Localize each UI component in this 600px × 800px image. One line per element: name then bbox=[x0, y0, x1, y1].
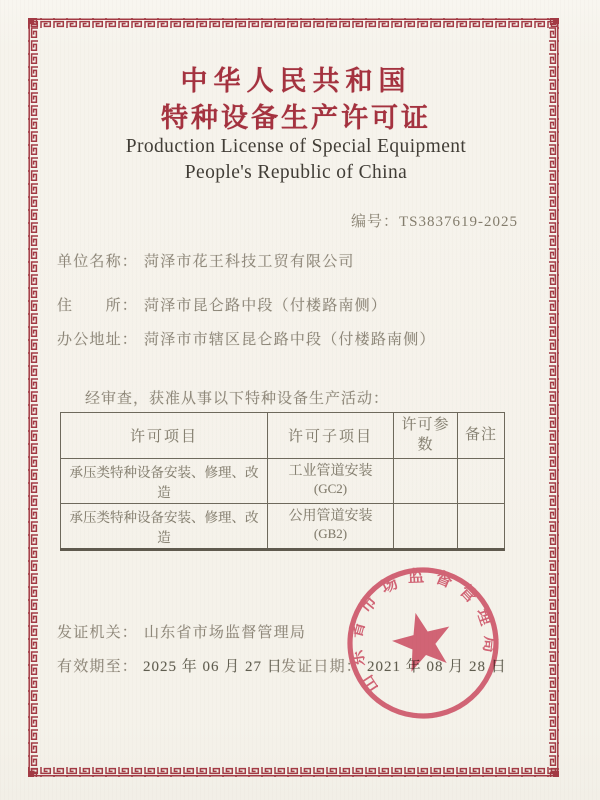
permit-params-cell bbox=[394, 458, 458, 503]
valid-until-label: 有效期至： bbox=[57, 659, 139, 675]
issuing-authority-label: 发证机关： bbox=[57, 625, 139, 641]
permit-sub-item-cell bbox=[268, 458, 394, 503]
office-address-line bbox=[57, 328, 436, 349]
remarks-cell bbox=[458, 458, 505, 503]
valid-until-value: 2025 年 06 月 27 日 bbox=[143, 659, 283, 675]
permit-sub-item-cell bbox=[268, 503, 394, 549]
permit-item-cell: 承压类特种设备安装、修理、改造 bbox=[61, 503, 268, 549]
official-seal bbox=[334, 554, 512, 732]
header-permit-item: 许可项目 bbox=[61, 413, 268, 459]
company-name-value: 菏泽市花王科技工贸有限公司 bbox=[144, 254, 355, 270]
table-header-row bbox=[61, 413, 505, 459]
header-remarks: 备注 bbox=[458, 413, 505, 459]
office-address-label: 办公地址： bbox=[57, 332, 139, 348]
issuing-authority-value: 山东省市场监督管理局 bbox=[144, 625, 307, 641]
company-name-line bbox=[57, 250, 355, 271]
seal-text: 山东省市场监督管理局 bbox=[345, 566, 501, 696]
sub-item-code: (GC2) bbox=[313, 481, 348, 497]
table-row bbox=[61, 458, 505, 503]
residence-value: 菏泽市昆仑路中段（付楼路南侧） bbox=[144, 298, 388, 314]
sub-item-name: 工业管道安装 bbox=[288, 463, 373, 479]
title-en-line1: Production License of Special Equipment bbox=[125, 136, 467, 157]
permit-params-cell bbox=[394, 503, 458, 549]
permit-item-cell: 承压类特种设备安装、修理、改造 bbox=[61, 458, 268, 503]
license-number-value: TS3837619-2025 bbox=[399, 214, 519, 230]
title-en-line2: People's Republic of China bbox=[184, 162, 408, 183]
title-cn-line2: 特种设备生产许可证 bbox=[161, 103, 431, 133]
license-number-label: 编号： bbox=[351, 214, 400, 230]
office-address-value: 菏泽市市辖区昆仑路中段（付楼路南侧） bbox=[144, 332, 436, 348]
approval-note: 经审查，获准从事以下特种设备生产活动： bbox=[85, 391, 390, 407]
title-cn-line1: 中华人民共和国 bbox=[180, 66, 412, 96]
issue-date-label: 发证日期： bbox=[281, 659, 363, 675]
seal-star-icon bbox=[387, 606, 458, 675]
valid-until-line bbox=[57, 655, 283, 676]
header-permit-sub-item: 许可子项目 bbox=[268, 413, 394, 459]
remarks-cell bbox=[458, 503, 505, 549]
issuing-authority-line bbox=[57, 621, 306, 642]
company-name-label: 单位名称： bbox=[57, 254, 139, 270]
sub-item-name: 公用管道安装 bbox=[288, 508, 373, 524]
table-row bbox=[61, 503, 505, 549]
license-table bbox=[60, 412, 505, 551]
residence-line bbox=[57, 294, 387, 315]
header-permit-params: 许可参数 bbox=[394, 413, 458, 459]
issue-date-value: 2021 年 08 月 28 日 bbox=[367, 659, 507, 675]
residence-label: 住 所： bbox=[57, 298, 139, 314]
license-number-line bbox=[351, 210, 518, 231]
sub-item-code: (GB2) bbox=[313, 526, 348, 542]
